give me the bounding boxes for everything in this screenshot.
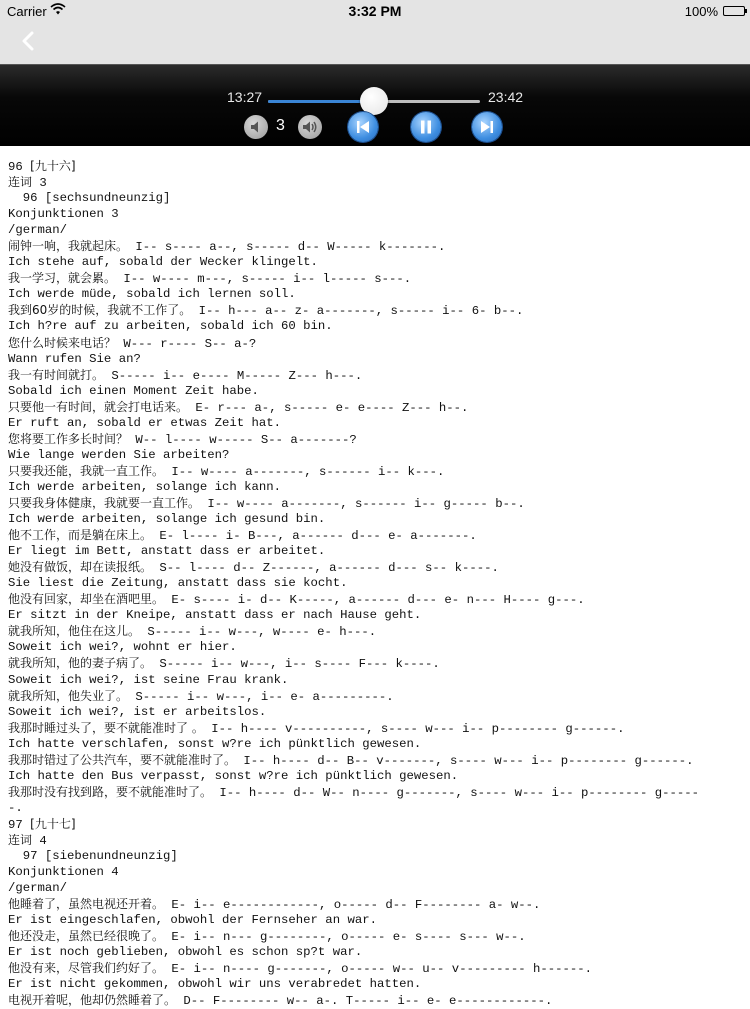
text-segment: E- s---- i- d-- K-----, a------ d--- e- n--- H---- g---. <box>164 593 585 608</box>
text-line <box>8 158 744 174</box>
text-segment: Soweit ich wei?, wohnt er hier. <box>8 640 237 655</box>
text-segment: W--- r---- S-- a-? <box>116 336 257 351</box>
text-line <box>8 591 744 607</box>
text-segment: 4 <box>32 833 47 848</box>
text-segment: Soweit ich wei?, ist seine Frau krank. <box>8 672 289 687</box>
text-segment: I-- s---- a--, s----- d-- W----- k-------. <box>128 240 446 255</box>
text-segment: Er ruft an, sobald er etwas Zeit hat. <box>8 415 282 430</box>
text-segment: /german/ <box>8 881 68 896</box>
text-line <box>8 543 744 559</box>
text-segment: Er ist nicht gekommen, obwohl wir uns verabredet hatten. <box>8 977 422 992</box>
text-segment: E- r--- a-, s----- e- e---- Z--- h--. <box>188 400 469 415</box>
text-segment: [九十六] <box>30 159 76 173</box>
text-segment: 他没有回家，却坐在酒吧里。 <box>8 592 165 607</box>
text-segment: 他不工作，而是躺在床上。 <box>8 528 153 543</box>
text-line <box>8 880 744 896</box>
text-line <box>8 816 744 832</box>
audio-player <box>0 64 750 146</box>
pause-button[interactable] <box>411 112 441 142</box>
text-segment: 就我所知，他失业了。 <box>8 688 129 703</box>
text-segment: 他还没走，虽然已经很晚了。 <box>8 929 165 944</box>
text-segment: 您将要工作多长时间？ <box>8 431 129 446</box>
text-segment: I-- h---- d-- B-- v-------, s---- w--- i-- p-------- g------. <box>236 753 694 768</box>
text-segment: 您什么时候来电话？ <box>8 335 117 350</box>
text-segment: S----- i-- w---, i-- e- a---------. <box>128 689 394 704</box>
text-segment: Er liegt im Bett, anstatt dass er arbeitet. <box>8 544 326 559</box>
text-line <box>8 992 744 1008</box>
text-segment: I-- w---- a-------, s------ i-- k---. <box>164 464 445 479</box>
text-line <box>8 447 744 463</box>
text-line <box>8 944 744 960</box>
text-line <box>8 463 744 479</box>
text-segment: 96 <box>8 160 31 174</box>
text-line <box>8 479 744 495</box>
back-button[interactable] <box>20 30 44 56</box>
text-line <box>8 286 744 302</box>
text-segment: Konjunktionen 4 <box>8 865 119 880</box>
text-line <box>8 896 744 912</box>
text-segment: D-- F-------- w-- a-. T----- i-- e- e------------. <box>176 994 553 1009</box>
text-line <box>8 559 744 575</box>
text-segment: I-- h---- v----------, s---- w--- i-- p-------- g------. <box>203 721 625 736</box>
speaker-icon <box>244 115 268 139</box>
text-segment: I-- h--- a-- z- a-------, s----- i-- 6- b--. <box>191 304 524 319</box>
text-segment: 我一有时间就打。 <box>8 367 105 382</box>
text-segment: Er ist eingeschlafen, obwohl der Fernseher an war. <box>8 913 377 928</box>
text-line <box>8 768 744 784</box>
status-bar <box>0 0 750 22</box>
progress-played <box>268 100 374 103</box>
text-line <box>8 655 744 671</box>
text-line <box>8 383 744 399</box>
text-line <box>8 367 744 383</box>
text-line <box>8 912 744 928</box>
text-line <box>8 864 744 880</box>
text-segment: 97 [siebenundneunzig] <box>8 849 178 864</box>
text-segment: -. <box>8 800 23 815</box>
text-segment: 我那时错过了公共汽车，要不就能准时了。 <box>8 752 237 767</box>
text-line <box>8 736 744 752</box>
text-line <box>8 238 744 254</box>
text-segment: 我到60岁的时候，我就不工作了。 <box>8 303 192 318</box>
text-line <box>8 318 744 334</box>
text-line <box>8 639 744 655</box>
text-segment: Ich h?re auf zu arbeiten, sobald ich 60 bin. <box>8 319 333 334</box>
carrier-label: Carrier <box>7 4 47 19</box>
text-segment: Ich werde arbeiten, solange ich gesund bin. <box>8 512 326 527</box>
text-line <box>8 704 744 720</box>
text-line <box>8 270 744 286</box>
text-segment: S----- i-- w---, i-- s---- F--- k----. <box>152 657 440 672</box>
text-segment: 他没有来，尽管我们约好了。 <box>8 961 165 976</box>
text-segment: E- i-- n---- g-------, o----- w-- u-- v--------- h------. <box>164 962 593 977</box>
text-line <box>8 511 744 527</box>
speaker-loud-icon <box>298 115 322 139</box>
text-segment: 只要我身体健康，我就要一直工作。 <box>8 495 201 510</box>
text-line <box>8 848 744 864</box>
text-line <box>8 672 744 688</box>
text-segment: 96 [sechsundneunzig] <box>8 191 171 206</box>
lesson-text <box>8 158 744 1008</box>
text-segment: S----- i-- e---- M----- Z--- h---. <box>104 368 363 383</box>
chevron-left-icon <box>20 30 36 52</box>
text-segment: I-- w---- m---, s----- i-- l----- s---. <box>116 272 412 287</box>
text-segment: Er ist noch geblieben, obwohl es schon sp?t war. <box>8 945 363 960</box>
total-time: 23:42 <box>488 89 524 105</box>
progress-slider-thumb[interactable] <box>360 87 388 115</box>
text-line <box>8 174 744 190</box>
text-line <box>8 254 744 270</box>
text-segment: S-- l---- d-- Z------, a------ d--- s-- k----. <box>152 561 499 576</box>
text-line <box>8 335 744 351</box>
text-line <box>8 800 744 816</box>
text-segment: 只要他一有时间，就会打电话来。 <box>8 399 189 414</box>
text-line <box>8 960 744 976</box>
text-segment: 闹钟一响，我就起床。 <box>8 239 129 254</box>
text-segment: 电视开着呢，他却仍然睡着了。 <box>8 993 177 1008</box>
text-segment: E- i-- n--- g--------, o----- e- s---- s--- w--. <box>164 930 526 945</box>
text-segment: 97 <box>8 817 31 832</box>
text-line <box>8 752 744 768</box>
text-segment: I-- w---- a-------, s------ i-- g----- b--. <box>200 496 525 511</box>
skip-forward-icon <box>472 112 502 142</box>
text-segment: S----- i-- w---, w---- e- h---. <box>140 625 377 640</box>
text-segment: [九十七] <box>30 816 76 831</box>
text-line <box>8 607 744 623</box>
text-segment: Konjunktionen 3 <box>8 207 119 222</box>
speed-up-button[interactable] <box>298 115 322 139</box>
text-segment: Soweit ich wei?, ist er arbeitslos. <box>8 704 267 719</box>
text-line <box>8 976 744 992</box>
text-line <box>8 784 744 800</box>
text-segment: 她没有做饭，却在读报纸。 <box>8 560 153 575</box>
text-line <box>8 206 744 222</box>
skip-back-icon <box>348 112 378 142</box>
text-segment: Wann rufen Sie an? <box>8 351 141 366</box>
text-segment: 连词 <box>8 175 33 190</box>
text-segment: I-- h---- d-- W-- n---- g-------, s---- w--- i-- p-------- g----- <box>212 785 700 800</box>
text-line <box>8 575 744 591</box>
text-segment: E- l---- i- B---, a------ d--- e- a-------. <box>152 529 477 544</box>
text-segment: Ich stehe auf, sobald der Wecker klingelt. <box>8 255 318 270</box>
text-segment: Sobald ich einen Moment Zeit habe. <box>8 383 259 398</box>
text-segment: 我那时睡过头了，要不就能准时了 。 <box>8 720 204 735</box>
text-segment: 3 <box>32 176 47 191</box>
text-segment: Sie liest die Zeitung, anstatt dass sie kocht. <box>8 576 348 591</box>
text-line <box>8 190 744 206</box>
text-segment: E- i-- e------------, o----- d-- F-------- a- w--. <box>164 898 541 913</box>
text-line <box>8 832 744 848</box>
battery-percentage: 100% <box>684 4 718 19</box>
text-segment: 他睡着了，虽然电视还开着。 <box>8 897 165 912</box>
pause-icon <box>411 112 441 142</box>
text-segment: Er sitzt in der Kneipe, anstatt dass er nach Hause geht. <box>8 608 422 623</box>
speed-down-button[interactable] <box>244 115 268 139</box>
text-segment: 只要我还能，我就一直工作。 <box>8 463 165 478</box>
text-segment: 连词 <box>8 832 33 847</box>
previous-button[interactable] <box>348 112 378 142</box>
text-line <box>8 495 744 511</box>
text-segment: Ich hatte den Bus verpasst, sonst w?re ich pünktlich gewesen. <box>8 768 459 783</box>
text-segment: 我那时没有找到路，要不就能准时了。 <box>8 784 213 799</box>
text-segment: Ich werde müde, sobald ich lernen soll. <box>8 287 296 302</box>
status-time: 3:32 PM <box>348 3 402 19</box>
text-line <box>8 720 744 736</box>
text-segment: 就我所知，他住在这儿。 <box>8 624 141 639</box>
text-line <box>8 928 744 944</box>
elapsed-time: 13:27 <box>227 89 263 105</box>
text-segment: Wie lange werden Sie arbeiten? <box>8 447 230 462</box>
text-line <box>8 415 744 431</box>
text-segment: /german/ <box>8 223 68 238</box>
text-line <box>8 527 744 543</box>
text-segment: 就我所知，他的妻子病了。 <box>8 656 153 671</box>
text-segment: 我一学习，就会累。 <box>8 271 117 286</box>
text-line <box>8 431 744 447</box>
text-segment: Ich hatte verschlafen, sonst w?re ich pünktlich gewesen. <box>8 736 422 751</box>
navigation-bar <box>0 22 750 64</box>
battery-icon <box>723 6 745 16</box>
text-line <box>8 623 744 639</box>
text-line <box>8 222 744 238</box>
text-line <box>8 351 744 367</box>
speed-value: 3 <box>276 117 285 134</box>
text-segment: W-- l---- w----- S-- a-------? <box>128 432 357 447</box>
text-line <box>8 399 744 415</box>
text-segment: Ich werde arbeiten, solange ich kann. <box>8 479 282 494</box>
text-line <box>8 688 744 704</box>
text-line <box>8 302 744 318</box>
next-button[interactable] <box>472 112 502 142</box>
